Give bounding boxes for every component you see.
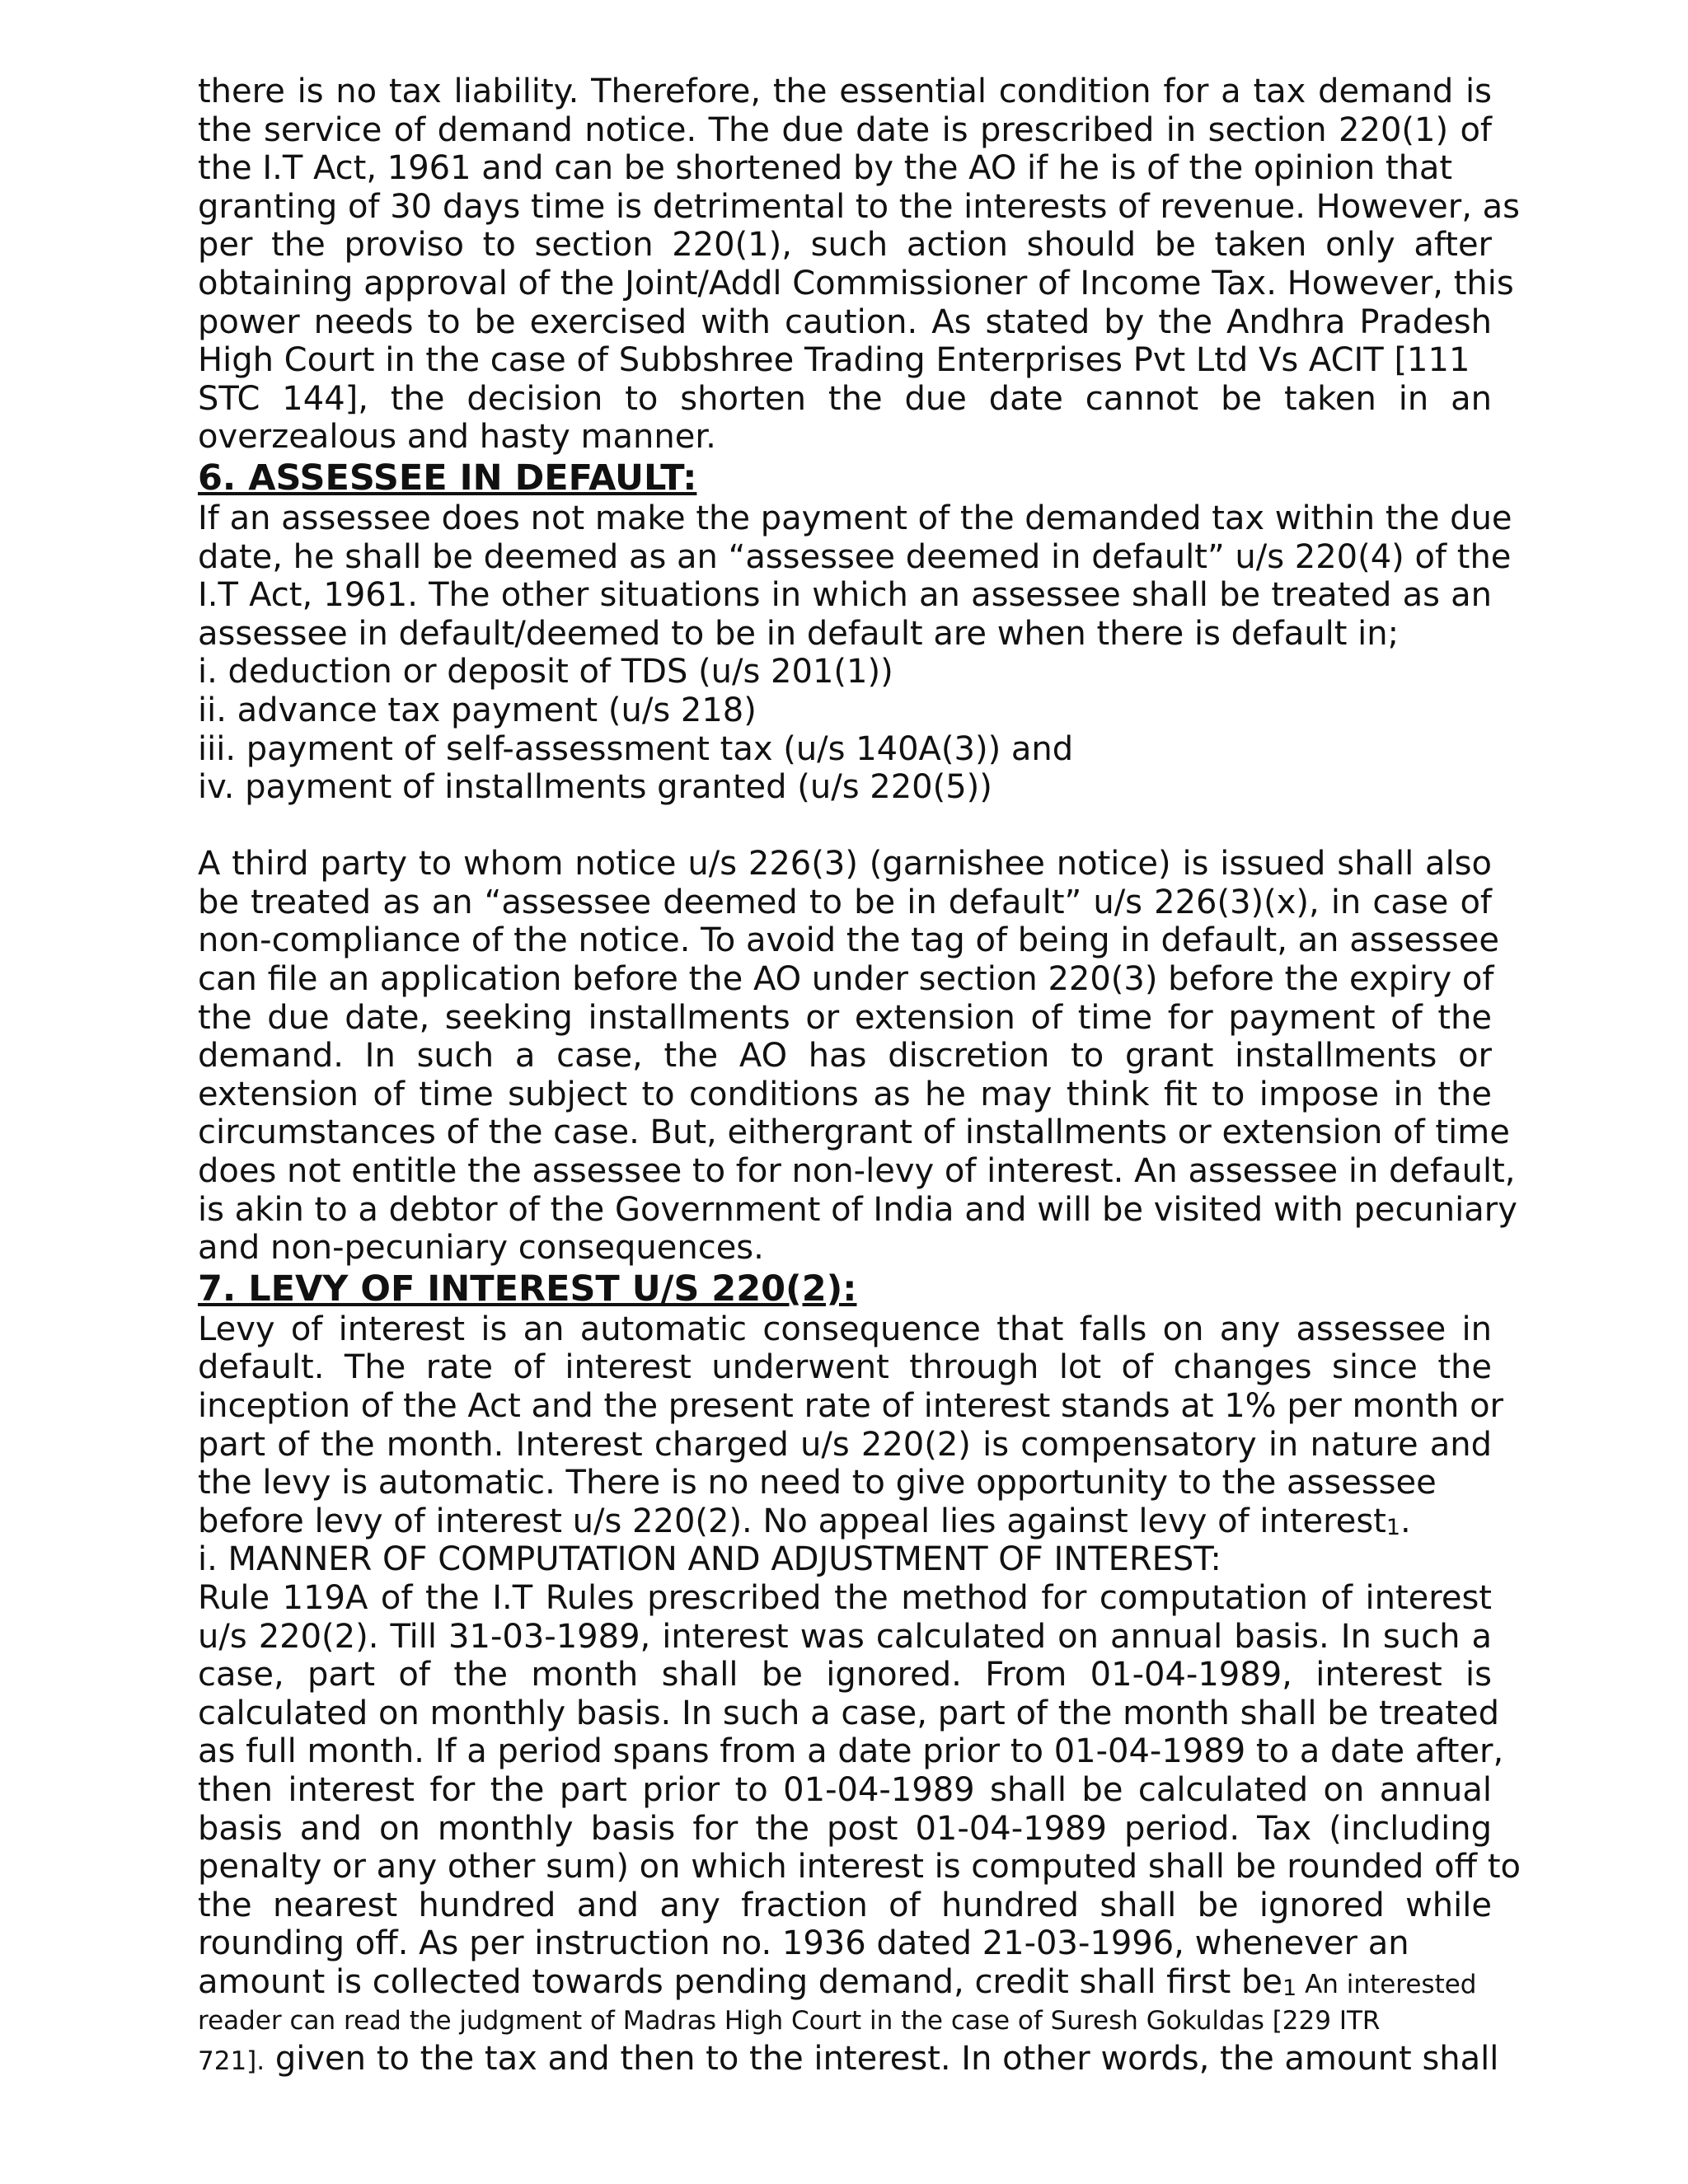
list-item: ii. advance tax payment (u/s 218) [198,691,757,729]
text-line: the due date, seeking installments or extension of time for payment of the [198,998,1492,1037]
footnote-marker: 1 [1282,1975,1297,2001]
text-line: demand. In such a case, the AO has discretion to grant installments or [198,1037,1492,1076]
text-run: amount is collected towards pending demand, credit shall first be [198,1962,1283,2001]
text-line: default. The rate of interest underwent through lot of changes since the [198,1348,1492,1387]
text-line: part of the month. Interest charged u/s 220(2) is compensatory in nature and [198,1425,1492,1464]
text-line: then interest for the part prior to 01-04-1989 shall be calculated on annual [198,1770,1492,1809]
intro-paragraph [198,73,1521,457]
text-line: Rule 119A of the I.T Rules prescribed the method for computation of interest [198,1578,1492,1617]
text-line: Levy of interest is an automatic consequence that falls on any assessee in [198,1310,1492,1348]
subsection-i-heading: i. MANNER OF COMPUTATION AND ADJUSTMENT OF INTEREST: [198,1540,1221,1579]
text-line: High Court in the case of Subbshree Trading Enterprises Pvt Ltd Vs ACIT [111 [198,341,1470,380]
text-run: . [1400,1502,1411,1540]
list-item: iv. payment of installments granted (u/s 220(5)) [198,768,992,807]
text-line: basis and on monthly basis for the post 01-04-1989 period. Tax (including [198,1809,1492,1848]
text-line: overzealous and hasty manner. [198,418,716,457]
text-line: date, he shall be deemed as an “assessee deemed in default” u/s 220(4) of the [198,537,1512,576]
text-line: and non-pecuniary consequences. [198,1229,764,1268]
text-line: there is no tax liability. Therefore, the essential condition for a tax demand is [198,73,1492,110]
text-line: STC 144], the decision to shorten the due date cannot be taken in an [198,379,1492,418]
text-line: calculated on monthly basis. In such a case, part of the month shall be treated [198,1694,1500,1732]
text-line: obtaining approval of the Joint/Addl Commissioner of Income Tax. However, this [198,264,1514,302]
text-line: can file an application before the AO under section 220(3) before the expiry of [198,960,1494,999]
section-7-heading: 7. LEVY OF INTEREST U/S 220(2): [198,1268,857,1310]
list-item: i. deduction or deposit of TDS (u/s 201(1)) [198,653,893,691]
section-6-heading: 6. ASSESSEE IN DEFAULT: [198,457,697,499]
footnote-text: 721]. [198,2046,265,2077]
text-line [198,2040,1499,2079]
blank-line [198,807,1492,846]
page-content [198,73,1521,2079]
list-item: iii. payment of self-assessment tax (u/s 140A(3)) and [198,729,1074,768]
levy-paragraph [198,1310,1504,1541]
text-line: rounding off. As per instruction no. 1936 dated 21-03-1996, whenever an [198,1924,1409,1963]
text-line: inception of the Act and the present rate of interest stands at 1% per month or [198,1387,1504,1425]
footnote-text: An interested [1296,1969,1477,1999]
text-line: If an assessee does not make the payment of the demanded tax within the due [198,499,1512,537]
text-line: circumstances of the case. But, eithergrant of installments or extension of time [198,1113,1510,1152]
text-line: as full month. If a period spans from a date prior to 01-04-1989 to a date after, [198,1732,1504,1771]
text-run: given to the tax and then to the interest. In other words, the amount shall [265,2040,1499,2079]
text-line: the levy is automatic. There is no need to give opportunity to the assessee [198,1464,1437,1502]
text-line: I.T Act, 1961. The other situations in which an assessee shall be treated as an [198,576,1492,615]
text-line: assessee in default/deemed to be in default are when there is default in; [198,614,1400,653]
text-line: A third party to whom notice u/s 226(3) (garnishee notice) is issued shall also [198,845,1492,883]
text-line: be treated as an “assessee deemed to be in default” u/s 226(3)(x), in case of [198,883,1492,921]
text-line: penalty or any other sum) on which interest is computed shall be rounded off to [198,1848,1521,1886]
footnote-line: reader can read the judgment of Madras High Court in the case of Suresh Gokuldas [229 ITR [198,2005,1381,2036]
text-line: the service of demand notice. The due date is prescribed in section 220(1) of [198,110,1492,149]
default-list [198,653,1492,806]
text-run: before levy of interest u/s 220(2). No appeal lies against levy of interest [198,1502,1386,1540]
text-line: power needs to be exercised with caution. As stated by the Andhra Pradesh [198,302,1492,341]
text-line [198,1502,1492,1541]
text-line: does not entitle the assessee to for non-levy of interest. An assessee in default, [198,1152,1516,1191]
rule-paragraph [198,1578,1521,2079]
text-line: non-compliance of the notice. To avoid the tag of being in default, an assessee [198,921,1499,960]
text-line: u/s 220(2). Till 31-03-1989, interest was calculated on annual basis. In such a [198,1617,1492,1656]
text-line: granting of 30 days time is detrimental to the interests of revenue. However, as [198,187,1521,226]
default-paragraph [198,499,1512,653]
text-line: extension of time subject to conditions as he may think fit to impose in the [198,1075,1492,1113]
text-line: is akin to a debtor of the Government of India and will be visited with pecuniary [198,1190,1517,1229]
text-line: the I.T Act, 1961 and can be shortened by the AO if he is of the opinion that [198,149,1453,188]
footnote-reference: 1 [1386,1514,1401,1540]
text-line: the nearest hundred and any fraction of hundred shall be ignored while [198,1886,1492,1924]
text-line: per the proviso to section 220(1), such action should be taken only after [198,226,1492,265]
text-line: case, part of the month shall be ignored. From 01-04-1989, interest is [198,1656,1492,1694]
third-party-paragraph [198,845,1517,1268]
text-line [198,1963,1492,2002]
